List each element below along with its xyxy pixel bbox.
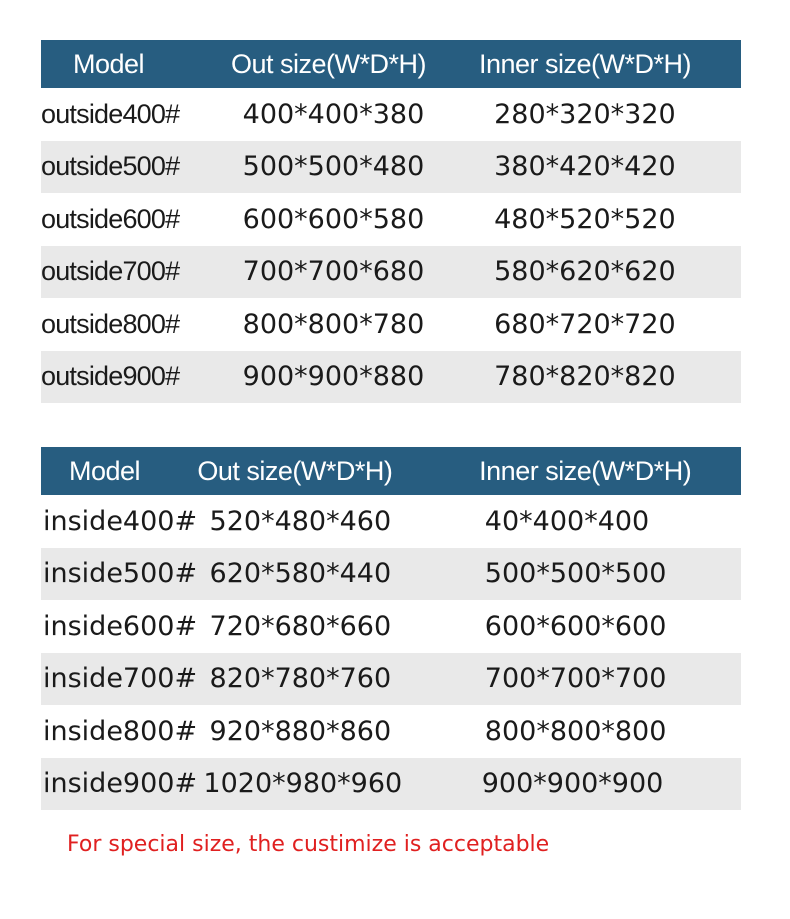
out-size-cell: 600*600*580 — [242, 203, 425, 235]
table-header — [41, 40, 741, 88]
inner-size-cell: 780*820*820 — [494, 361, 676, 393]
out-size-cell: 720*680*660 — [209, 610, 392, 642]
table-row — [41, 600, 741, 653]
inner-size-cell: 580*620*620 — [494, 256, 676, 288]
inner-size-cell: 900*900*900 — [481, 768, 664, 800]
header-model: Model — [73, 48, 145, 79]
model-cell: outside800# — [41, 308, 180, 339]
inner-size-cell: 800*800*800 — [484, 715, 667, 747]
out-size-cell: 620*580*440 — [209, 558, 392, 590]
table-row — [41, 298, 741, 351]
table-row — [41, 246, 741, 299]
header-inner-size: Inner size(W*D*H) — [479, 455, 692, 486]
inside-size-table — [41, 447, 741, 810]
header-model: Model — [69, 455, 141, 486]
model-cell: inside800# — [43, 715, 198, 747]
out-size-cell: 800*800*780 — [242, 308, 425, 340]
table-row — [41, 193, 741, 246]
model-cell: outside500# — [41, 151, 180, 182]
table-row — [41, 141, 741, 194]
model-cell: inside700# — [43, 663, 198, 695]
out-size-cell: 500*500*480 — [242, 151, 425, 183]
inner-size-cell: 700*700*700 — [484, 663, 667, 695]
model-cell: inside900# — [43, 768, 198, 800]
inner-size-cell: 680*720*720 — [494, 308, 676, 340]
table-row — [41, 351, 741, 404]
model-cell: outside400# — [41, 98, 180, 129]
out-size-cell: 520*480*460 — [209, 505, 392, 537]
model-cell: inside400# — [43, 505, 198, 537]
model-cell: inside600# — [43, 610, 198, 642]
table-row — [41, 705, 741, 758]
out-size-cell: 820*780*760 — [209, 663, 392, 695]
out-size-cell: 700*700*680 — [242, 256, 425, 288]
model-cell: outside900# — [41, 361, 180, 392]
out-size-cell: 400*400*380 — [242, 98, 425, 130]
header-out-size: Out size(W*D*H) — [231, 48, 427, 79]
model-cell: inside500# — [43, 558, 198, 590]
table-row — [41, 653, 741, 706]
inner-size-cell: 280*320*320 — [494, 98, 676, 130]
outside-size-table — [41, 40, 741, 403]
out-size-cell: 1020*980*960 — [203, 768, 403, 800]
inner-size-cell: 480*520*520 — [494, 203, 676, 235]
table-row — [41, 548, 741, 601]
inner-size-cell: 500*500*500 — [484, 558, 667, 590]
table-header — [41, 447, 741, 495]
inner-size-cell: 600*600*600 — [484, 610, 667, 642]
inner-size-cell: 40*400*400 — [484, 505, 650, 537]
header-inner-size: Inner size(W*D*H) — [479, 48, 692, 79]
inner-size-cell: 380*420*420 — [494, 151, 676, 183]
out-size-cell: 920*880*860 — [209, 715, 392, 747]
table-row — [41, 88, 741, 141]
table-row — [41, 495, 741, 548]
model-cell: outside600# — [41, 203, 180, 234]
header-out-size: Out size(W*D*H) — [197, 455, 393, 486]
out-size-cell: 900*900*880 — [242, 361, 425, 393]
model-cell: outside700# — [41, 256, 180, 287]
special-size-note: For special size, the custimize is acceptable — [67, 832, 550, 857]
table-row — [41, 758, 741, 811]
